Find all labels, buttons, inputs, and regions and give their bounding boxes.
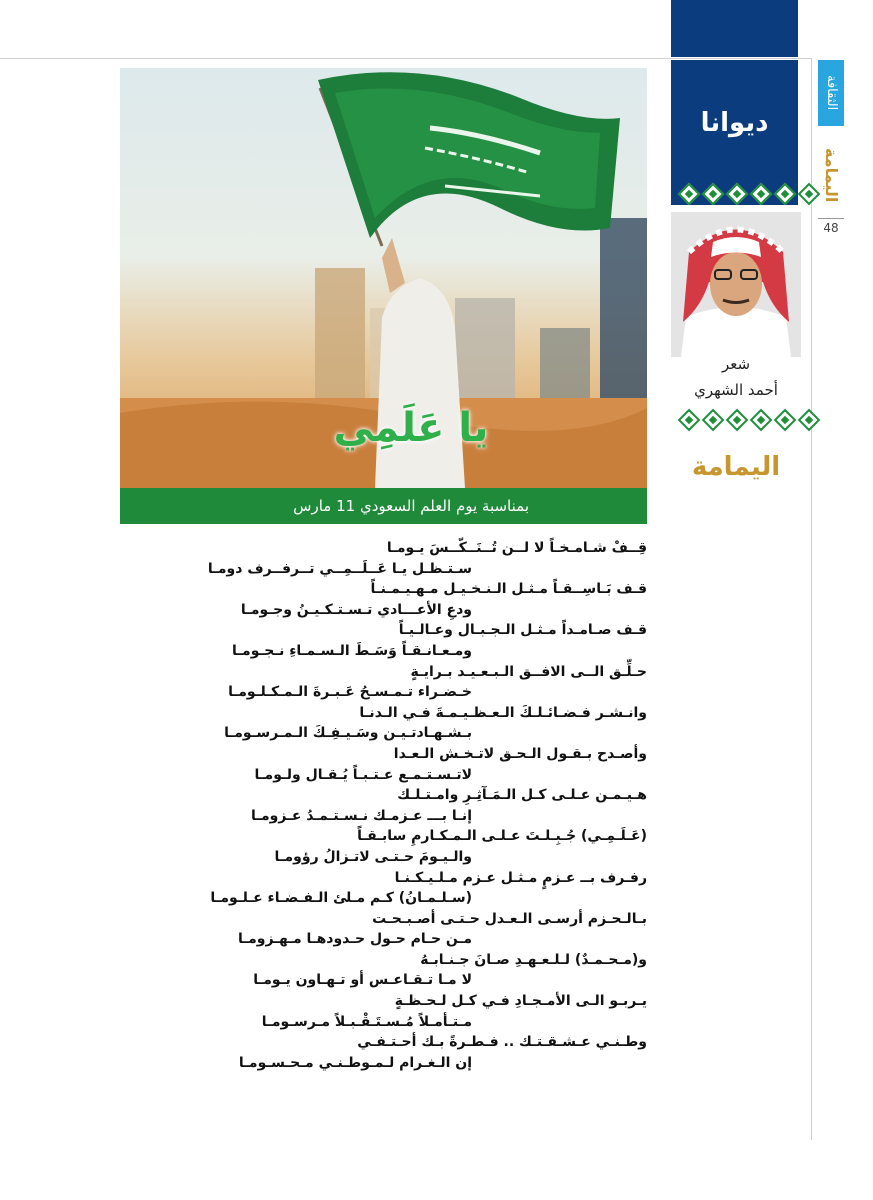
section-box <box>671 60 798 205</box>
side-category-label: الثقافة <box>824 75 839 111</box>
poem-line <box>120 931 647 952</box>
poem-line-text: وطـنـي عـشـقـتـك .. فـطـرةً بـك أحـتـفـي <box>357 1034 647 1051</box>
poem-line <box>120 828 647 849</box>
page-number: 48 <box>818 218 844 235</box>
section-title: ديوانا <box>700 108 769 138</box>
poem-line <box>120 993 647 1014</box>
poem-line <box>120 849 647 870</box>
poem-line-text: بـشـهـادتـيـن وسَـيـفِـكَ الـمـرسـومـا <box>224 725 472 742</box>
poem-line-text: حـلِّـق الــى الافــق الـبـعـيـد بـرايـةٍ <box>410 663 647 680</box>
poem-line-text: سـتـظـل يـا عَــلَــمِــي تــرفــرف دومـا <box>207 560 472 577</box>
poem-line <box>120 808 647 829</box>
header-tab <box>671 0 798 57</box>
poem-line <box>120 952 647 973</box>
poem-line-text: يـربـو الـى الأمـجـادِ فـي كـل لـحـظـةٍ <box>394 993 647 1010</box>
poem-line-text: لاتـسـتـمـع عـتـبـاً يُـقـال ولـومـا <box>254 766 472 783</box>
poem-line-text: (سـلـمـانُ) كـم مـلئ الـفـضـاء عـلـومـا <box>210 890 472 907</box>
author-portrait <box>671 212 801 357</box>
poem-line <box>120 602 647 623</box>
poem-line <box>120 1034 647 1055</box>
brand-logo: اليمامة <box>691 452 781 482</box>
poem-line <box>120 890 647 911</box>
poem-line-text: مـتـأمـلاً مُـسـتَـقْـبـلاً مـرسـومـا <box>261 1013 472 1030</box>
poem-line <box>120 767 647 788</box>
poem-line-text: ومـعـانـقـاً وَسَـطَ الـسـمـاءِ نـجـومـا <box>232 642 472 659</box>
poem-line <box>120 664 647 685</box>
diamond-ornament <box>677 186 821 202</box>
poem-line <box>120 870 647 891</box>
poem-line-text: قـف بَـاسِــقـاً مـثـل الـنـخـيـل مـهـيـمـنـاً <box>370 581 647 598</box>
poem-line <box>120 746 647 767</box>
hero-title: يا عَلَمِي <box>333 405 489 451</box>
poem-line <box>120 1055 647 1076</box>
poem-line-text: بـالـحـزم أرسـى الـعـدل حـتـى أصـبـحـت <box>372 910 647 927</box>
poem-line <box>120 972 647 993</box>
poem-line-text: (عَـلَـمِـي) جُـبِـلـتَ عـلـى الـمـكـارمِ سابـقـاً <box>357 828 647 845</box>
poem-line <box>120 1014 647 1035</box>
poem-line <box>120 622 647 643</box>
author-credit-label: شعر <box>721 355 751 373</box>
poem-line-text: و(مـحـمـدٌ) لـلـعـهـدِ صـانَ جـنـابـهُ <box>420 951 647 968</box>
author-name: أحمد الشهري <box>694 381 778 399</box>
poem-line-text: لا مـا تـقـاعـس أو تـهـاون يـومـا <box>253 972 472 989</box>
poem-line-text: إنـا بـــ عـزمـك نـسـتـمـدُ عـزومـا <box>250 807 472 824</box>
poem-line-text: رفـرف بــ عـزمٍ مـثـل عـزم مـلـيـكـنـا <box>394 869 647 886</box>
poem-line <box>120 643 647 664</box>
poem-line-text: وأصـدح بـقـول الـحـق لاتـخـش الـعـدا <box>393 745 647 762</box>
poem-line <box>120 911 647 932</box>
poem-line-text: إن الـغـرام لـمـوطـنـي مـحـسـومـا <box>238 1054 472 1071</box>
poem-line-text: هـيـمـن عـلـى كـل الـمَـآثِـرِ وامـتـلـك <box>397 787 647 804</box>
poem-line-text: خـضـراء تـمـسـحُ عَـبـرةَ الـمـكـلـومـا <box>228 684 472 701</box>
poem-line <box>120 581 647 602</box>
poem-line <box>120 787 647 808</box>
poem-line-text: مـن حـام حـول حـدودهـا مـهـزومـا <box>238 931 472 948</box>
poem-line-text: ودعِ الأعـــادي تـسـتـكـيـنُ وجـومـا <box>240 601 472 618</box>
poem-line-text: والـيـومَ حـتـى لاتـزالُ رؤومـا <box>274 848 472 865</box>
poem-line-text: وانـشـر فـضـائـلـكَ الـعـظـيـمـةَ فـي الـدنـا <box>359 704 647 721</box>
poem-line <box>120 725 647 746</box>
side-brand: اليمامة <box>822 147 841 203</box>
poem-line-text: قِــفْ شـامـخـاً لا لــن تُــنَــكّــسَ يـومـا <box>386 540 647 556</box>
poem <box>120 540 647 1075</box>
poem-line <box>120 540 647 561</box>
poem-line <box>120 684 647 705</box>
poem-line <box>120 705 647 726</box>
diamond-ornament <box>677 412 821 428</box>
hero-image <box>120 68 647 488</box>
poem-line-text: قـف صـامـداً مـثـل الـجـبـال وعـالـيـاً <box>398 622 647 639</box>
poem-line <box>120 561 647 582</box>
occasion-banner: بمناسبة يوم العلم السعودي 11 مارس <box>120 488 647 524</box>
